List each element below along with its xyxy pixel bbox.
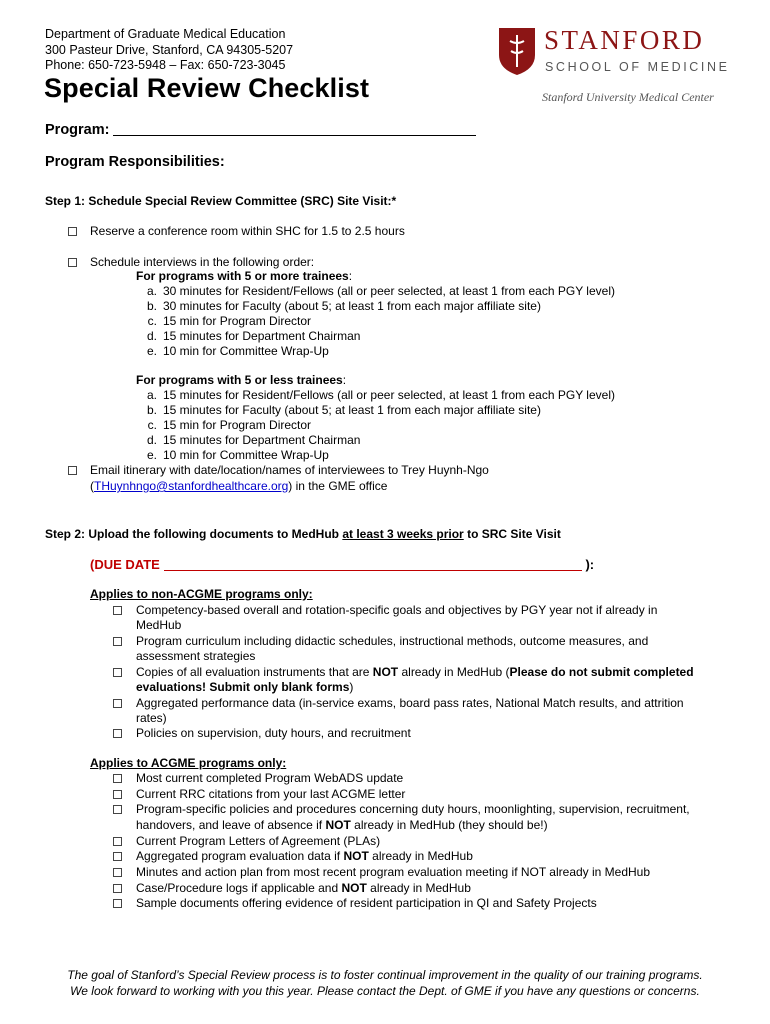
footer-note <box>0 968 770 999</box>
checklist-item-cont: handovers, and leave of absence if NOT already in MedHub (they should be!) <box>136 818 548 832</box>
checkbox[interactable] <box>68 258 77 267</box>
list-item: a. 30 minutes for Resident/Fellows (all or peer selected, at least 1 from each PGY level) <box>146 284 615 298</box>
checklist-item: Program-specific policies and procedures concerning duty hours, moonlighting, supervision, recruitment, <box>136 802 690 816</box>
checkbox[interactable] <box>113 805 122 814</box>
program-field <box>45 121 476 138</box>
checkbox[interactable] <box>113 606 122 615</box>
checkbox[interactable] <box>68 227 77 236</box>
due-date-field: (DUE DATE ): <box>90 557 595 572</box>
checkbox[interactable] <box>113 837 122 846</box>
step2-heading: Step 2: Upload the following documents to MedHub at least 3 weeks prior to SRC Site Visit <box>45 527 561 541</box>
non-acgme-label: Applies to non-ACGME programs only: <box>90 587 313 601</box>
checkbox[interactable] <box>113 668 122 677</box>
list-item: c. 15 min for Program Director <box>147 418 312 432</box>
checkbox[interactable] <box>113 884 122 893</box>
list-item: e. 10 min for Committee Wrap-Up <box>146 344 329 358</box>
checklist-item-cont: evaluations! Submit only blank forms) <box>136 680 354 694</box>
logo-school-text: SCHOOL OF MEDICINE <box>545 60 730 74</box>
checklist-item: Minutes and action plan from most recent program evaluation meeting if NOT already in MedHub <box>136 865 651 879</box>
step1-item-interviews: Schedule interviews in the following order: <box>90 255 315 269</box>
page-title: Special Review Checklist <box>44 73 370 103</box>
checklist-item: Aggregated program evaluation data if NOT already in MedHub <box>136 849 473 863</box>
checkbox[interactable] <box>113 868 122 877</box>
checklist-item: Most current completed Program WebADS update <box>136 771 404 785</box>
checkbox[interactable] <box>113 637 122 646</box>
list-item: d. 15 minutes for Department Chairman <box>146 433 361 447</box>
checklist-item: Current Program Letters of Agreement (PLAs) <box>136 834 381 848</box>
checklist-item: Aggregated performance data (in-service exams, board pass rates, National Match results, and attrition <box>136 696 684 710</box>
checkbox[interactable] <box>113 790 122 799</box>
checklist-item: Sample documents offering evidence of resident participation in QI and Safety Projects <box>136 896 597 910</box>
checklist-item-cont: assessment strategies <box>136 649 256 663</box>
list-item: a. 15 minutes for Resident/Fellows (all or peer selected, at least 1 from each PGY level) <box>146 388 615 402</box>
due-date-line[interactable] <box>164 557 582 571</box>
checklist-item: Program curriculum including didactic schedules, instructional methods, outcome measures, and <box>136 634 649 648</box>
checklist-item: Case/Procedure logs if applicable and NOT already in MedHub <box>136 881 471 895</box>
email-link[interactable]: THuynhngo@stanfordhealthcare.org <box>94 479 289 493</box>
list-item: c. 15 min for Program Director <box>147 314 312 328</box>
footer-line2: We look forward to working with you this year. Please contact the Dept. of GME if you have any questions or concerns. <box>70 983 700 998</box>
list-item: b. 15 minutes for Faculty (about 5; at least 1 from each major affiliate site) <box>146 403 541 417</box>
checklist-item: Copies of all evaluation instruments that are NOT already in MedHub (Please do not submit completed <box>136 665 694 679</box>
program-line[interactable] <box>113 121 476 136</box>
dept-name: Department of Graduate Medical Education <box>45 27 286 41</box>
checkbox[interactable] <box>113 729 122 738</box>
logo-center-text: Stanford University Medical Center <box>542 90 714 104</box>
checklist-item: Current RRC citations from your last ACGME letter <box>136 787 406 801</box>
checkbox[interactable] <box>113 852 122 861</box>
checkbox[interactable] <box>68 466 77 475</box>
stanford-logo <box>497 25 737 105</box>
list-item: b. 30 minutes for Faculty (about 5; at least 1 from each major affiliate site) <box>146 299 541 313</box>
checklist-item: Competency-based overall and rotation-specific goals and objectives by PGY year not if already in <box>136 603 658 617</box>
list-item: d. 15 minutes for Department Chairman <box>146 329 361 343</box>
logo-stanford-text: STANFORD <box>544 25 705 55</box>
street-address: 300 Pasteur Drive, Stanford, CA 94305-5207 <box>45 42 294 57</box>
program-label: Program: <box>45 122 110 138</box>
checkbox[interactable] <box>113 774 122 783</box>
phone-fax: Phone: 650-723-5948 – Fax: 650-723-3045 <box>45 58 286 72</box>
checkbox[interactable] <box>113 699 122 708</box>
step1-heading: Step 1: Schedule Special Review Committee (SRC) Site Visit:* <box>45 194 397 208</box>
checklist-item-cont: rates) <box>136 711 167 725</box>
checklist-item-cont: MedHub <box>136 618 182 632</box>
list-item: e. 10 min for Committee Wrap-Up <box>146 448 329 462</box>
footer-line1: The goal of Stanford’s Special Review process is to foster continual improvement in the quality of our training programs. <box>67 968 703 982</box>
checkbox[interactable] <box>113 899 122 908</box>
responsibilities-heading: Program Responsibilities: <box>45 154 225 170</box>
checklist-item: Policies on supervision, duty hours, and recruitment <box>136 726 411 740</box>
department-address <box>45 27 293 74</box>
step1-item-email-line2: (THuynhngo@stanfordhealthcare.org) in the GME office <box>90 479 388 493</box>
step1-item-email: Email itinerary with date/location/names of interviewees to Trey Huynh-Ngo <box>90 463 489 477</box>
step1-item-room: Reserve a conference room within SHC for 1.5 to 2.5 hours <box>90 224 405 238</box>
acgme-label: Applies to ACGME programs only: <box>90 756 287 770</box>
group2-label: For programs with 5 or less trainees: <box>136 373 347 387</box>
group1-label: For programs with 5 or more trainees: <box>136 269 353 283</box>
